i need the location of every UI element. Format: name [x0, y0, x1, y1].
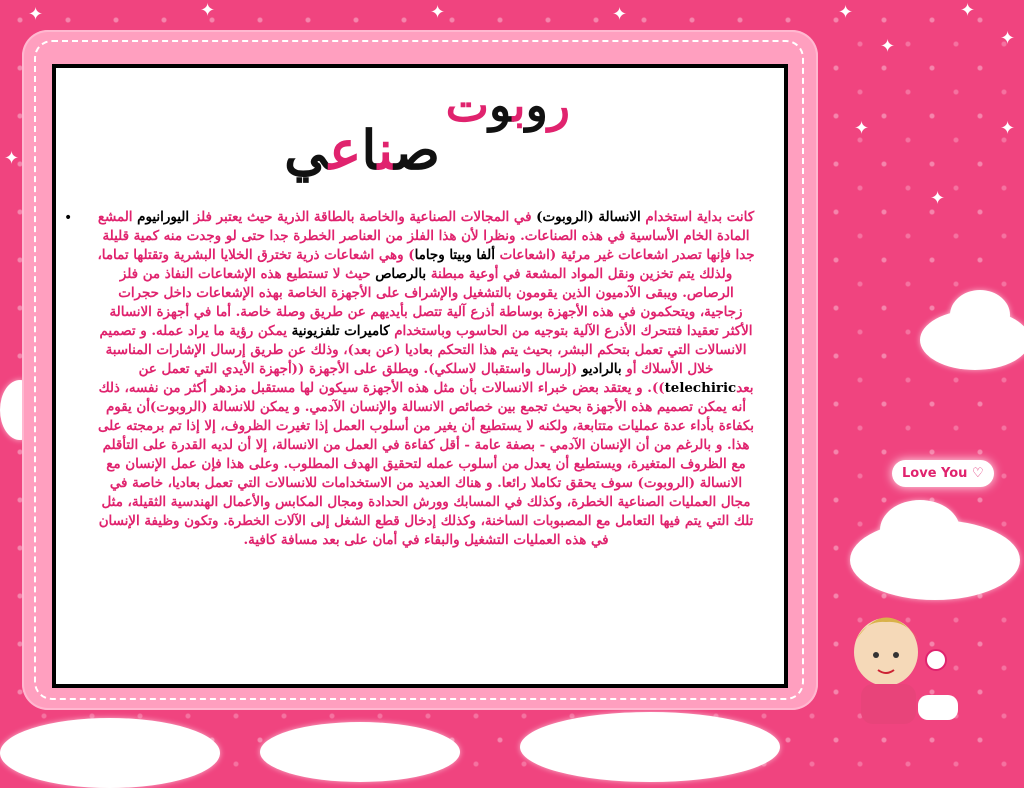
body-keyword: الانسالة (الروبوت) — [536, 209, 641, 225]
slide-title — [260, 70, 600, 180]
star-icon: ✦ — [854, 118, 870, 139]
title-word-industrial: صناعي — [284, 118, 440, 182]
body-text-segment: حيث لا تستطيع هذه الإشعاعات النفاذ من فلز الرصاص. ويبقى الآدميون الذين يقومون بالتشغيل والإشراف على الأجهزة الخاصة بهذه الإشعاعات داخل حجرات زجاجية، ويتحكمون في هذه الأجهزة بوساطة أذرع آلية تتصل بأيديهم عن طريق وصلة خاصة. أما في أجهزة الانسالة الأكثر تعقيدا فتتحرك الأذرع الآلية بتوجيه من الحاسوب وباستخدام — [109, 266, 753, 339]
body-text-segment: ) وهي اشعاعات ذرية تخترق الخلايا البشرية وتقتلها تماما، ولذلك يتم تخزين ونقل المواد المشعة في أوعية مبطنة — [97, 247, 733, 282]
body-text-segment: المشع المادة الخام الأساسية في هذه الصناعات. ونظرا لأن هذا الفلز من العناصر الخطرة جدا حتى لو وجدت منه كمية قليلة جدا فإنها تصدر اشعاعات غير مرئية (اشعاعات — [97, 209, 755, 263]
bullet-marker: • — [64, 210, 73, 226]
body-keyword: بالرصاص — [375, 266, 427, 282]
body-keyword: ألفا وبيتا وجاما — [414, 247, 495, 263]
star-icon: ✦ — [880, 36, 896, 57]
cloud-decoration — [880, 500, 960, 560]
love-you-badge: Love You ♡ — [892, 460, 994, 487]
body-text-segment: يمكن رؤية ما يراد عمله. و تصميم الانسالات التي تعمل بتحكم البشر، بحيث يتم هذا التحكم بعاديا (عن بعد)، وذلك عن طريق إرسال الإشارات المناسبة خلال الأسلاك أو — [99, 323, 747, 377]
star-icon: ✦ — [612, 4, 628, 25]
body-keyword: telechiric — [664, 380, 737, 396]
title-word-robot: روبوت — [445, 78, 570, 132]
star-icon: ✦ — [838, 2, 854, 23]
body-keyword: اليورانيوم — [137, 209, 190, 225]
body-text-segment: كانت بداية استخدام — [640, 209, 755, 225]
star-icon: ✦ — [930, 188, 946, 209]
body-text-segment: (إرسال واستقبال لاسلكي). ويطلق على الأجهزة ((أجهزة الأيدي التي تعمل عن بعد — [138, 361, 754, 396]
star-icon: ✦ — [4, 148, 20, 169]
body-text-segment: )). و يعتقد بعض خبراء الانسالات بأن مثل هذه الأجهزة سيكون لها مستقبل مزدهر أكثر من نفسه، ذلك أنه يمكن تصميم هذه الأجهزة بحيث تجمع بين خصائص الانسالة والإنسان الآدمي. و يمكن للانسالة (الروبوت)أن يقوم بكفاءة بأداء عدة عمليات متتابعة، ولكنه لا يستطيع أن يغير من أسلوب العمل إذا تغيرت الظروف، إلا إذا تم برمجته على هذا. و بالرغم من أن الإنسان الآدمي - بصفة عامة - أقل كفاءة في العمل من الانسالة، إلا أن لديه القدرة على التأقلم مع الظروف المتغيرة، ويستطيع أن يعدل من أسلوب عمله لتحقيق الهدف المطلوب. وعلى هذا فإن عمل الإنسان مع الانسالة (الروبوت) سوف يحقق تكاملا رائعا. و هناك العديد من الاستخدامات للانسالات التي تعمل بعاديا، خاصة في مجال العمليات الصناعية الخطرة، وكذلك في المسابك وورش الحدادة ومجال المكابس والأعمال الهندسية الثقيلة، مثل تلك التي يتم فيها التعامل مع المصبوبات الساخنة، وكذلك إدخال قطع الشغل إلى الآلات الخطرة. وتكون وظيفة الإنسان في هذه العمليات التشغيل والبقاء في أمان على بعد مسافة كافية. — [97, 380, 755, 548]
cloud-decoration — [520, 712, 780, 782]
cloud-decoration — [0, 718, 220, 788]
body-keyword: كاميرات تلفزيونية — [291, 323, 390, 339]
star-icon: ✦ — [430, 2, 446, 23]
star-icon: ✦ — [1000, 118, 1016, 139]
star-icon: ✦ — [1000, 28, 1016, 49]
cloud-decoration — [260, 722, 460, 782]
star-icon: ✦ — [28, 4, 44, 25]
body-text-segment: في المجالات الصناعية والخاصة بالطاقة الذرية حيث يعتبر فلز — [189, 209, 537, 225]
body-paragraph — [96, 208, 756, 668]
child-figure-illustration — [826, 600, 976, 730]
body-keyword: بالراديو — [582, 361, 622, 377]
star-icon: ✦ — [200, 0, 216, 21]
cloud-decoration — [950, 290, 1010, 340]
star-icon: ✦ — [960, 0, 976, 21]
